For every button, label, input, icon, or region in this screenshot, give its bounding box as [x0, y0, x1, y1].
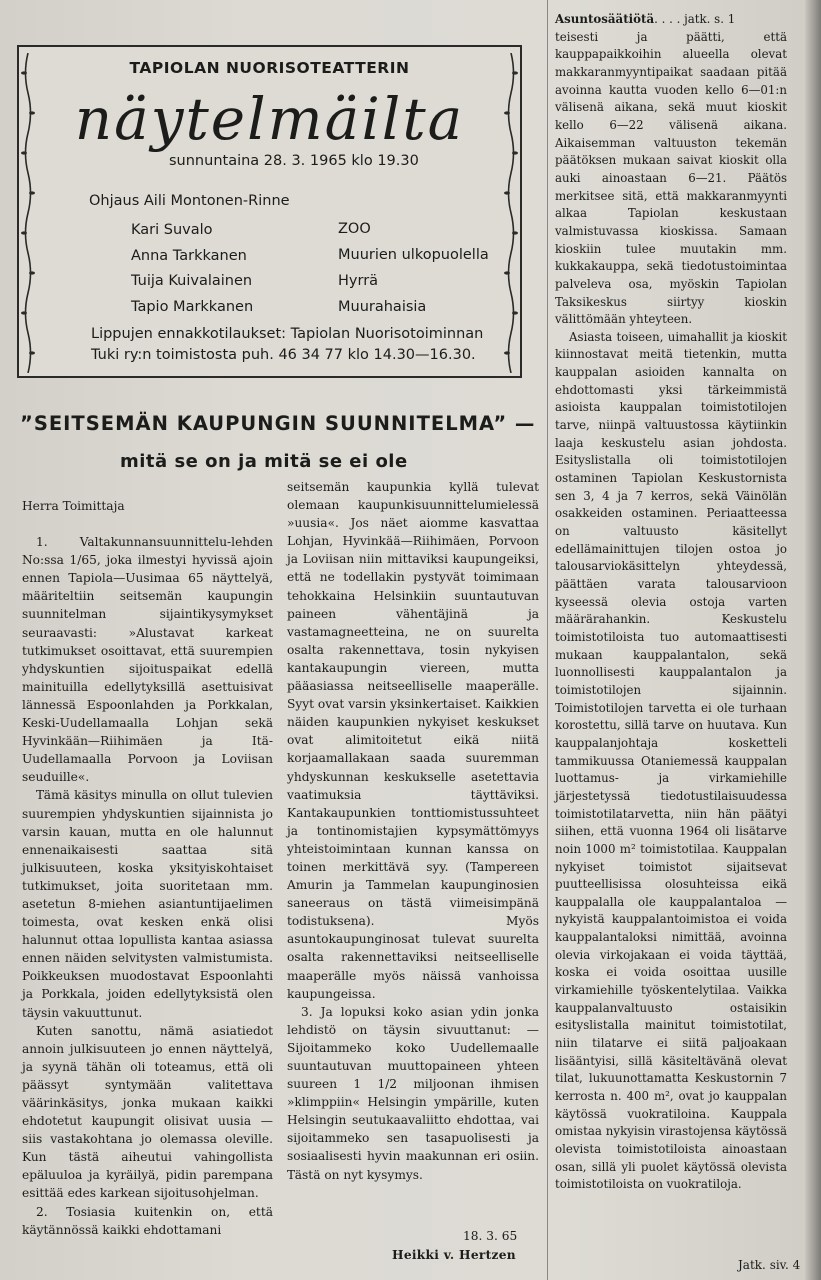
page-binding-edge — [805, 0, 821, 1280]
article-column-3 — [555, 11, 787, 1194]
column-divider — [547, 0, 548, 1280]
vine-border-right — [504, 53, 518, 373]
paragraph — [555, 11, 787, 29]
vine-border-left — [21, 53, 35, 373]
play-title: Muurien ulkopuolella — [338, 247, 489, 263]
paragraph: Tämä käsitys minulla on ollut tulevien suurempien yhdyskuntien sijainnista jo varsin kauan, mutta en ole halunnut ennenaikaisesti saattaa sitä julkisuuteen, koska yksityiskohtaiset tutkimukset, joita suoritetaan mm. asetetun 8-miehen asiantuntijaelimen toimesta, ovat kesken enkä olisi halunnut ottaa lopullista kantaa asiassa ennen näiden selvitysten valmistumista. Poikkeuksen muodostavat Espoonlahti ja Porkkala, joiden edellytyksistä olen täysin vakuuttunut. — [22, 788, 273, 1020]
ad-date: sunnuntaina 28. 3. 1965 klo 19.30 — [169, 153, 419, 169]
cast-member: Tuija Kuivalainen — [131, 273, 253, 289]
article-subheadline: mitä se on ja mitä se ei ole — [120, 451, 408, 472]
play-title: Hyrrä — [338, 273, 379, 289]
ad-ticket-info — [91, 324, 483, 366]
paragraph: 1. Valtakunnansuunnittelu-lehden No:ssa 1/65, joka ilmestyi hyvissä ajoin ennen Tapiola—Uusimaa 65 näyttelyä, määriteltiin seitsemän kaupungin suunnitelman sijaintikysymykset seuraavasti: »Alustavat karkeat tutkimukset osoittavat, että suurempien yhdyskuntien sijoituspaikat edellä mainituilla edellytyksillä asettuisivat lännessä Espoonlahden ja Porkkalan, Keski-Uudellamaalla Lohjan sekä Hyvinkään—Riihimäen ja Itä-Uudellamaalla Porvoon ja Loviisan seuduille«. — [22, 535, 273, 785]
greeting: Herra Toimittaja — [22, 499, 125, 513]
ticket-line: Lippujen ennakkotilaukset: Tapiolan Nuorisotoiminnan — [91, 326, 484, 342]
ad-cast-list — [131, 218, 253, 320]
signature-name: Heikki v. Hertzen — [392, 1248, 516, 1262]
cast-member: Kari Suvalo — [131, 222, 213, 238]
ticket-line: Tuki ry:n toimistosta puh. 46 34 77 klo 14.30—16.30. — [91, 347, 476, 363]
ad-play-word: näytelmäilta — [74, 85, 465, 153]
paragraph: teisesti ja päätti, että kauppapaikkoihin alueella olevat makkaranmyyntipaikat saadaan pitää avoinna kautta vuoden kello 6—01:n välisenä aikana, sekä muut kioskit kello 6—22 välisenä aikana. Aikaisemman valtuuston tekemän päätöksen mukaan saivat kioskit olla auki ainoastaan 6—21. Päätös merkitsee sitä, että makkaranmyynti alkaa Tapiolan keskustaan valmistuvassa kioskissa. Samaan kioskiin tulee muutakin mm. kukkakauppa, sekä tiedotustoimintaa palveleva osa, myöskin Tapiolan Taksikeskus siirtyy kioskin välittömään yhteyteen. — [555, 29, 787, 327]
paragraph: 3. Ja lopuksi koko asian ydin jonka lehdistö on täysin sivuuttanut: — Sijoitammeko koko Uudellemaalle suuntautuvan muuttopaineen yhteen suureen 1 1/2 miljoonan ihmisen »klimppiin« Helsingin ympärille, kuten Helsingin seutukaavaliitto ehdottaa, vai sijoitammeko sen tasapuolisesti ja sosiaalisesti hyvin maakunnan eri osiin. Tästä on nyt kysymys. — [287, 1004, 539, 1182]
paragraph: 2. Tosiasia kuitenkin on, että käytännössä kaikki ehdottamani — [22, 1204, 273, 1237]
continued-ref: . . . . jatk. s. 1 — [654, 12, 736, 26]
play-title: ZOO — [338, 221, 371, 237]
ad-play-list — [338, 216, 489, 320]
paragraph: Kuten sanottu, nämä asiatiedot annoin julkisuuteen jo ennen näyttelyä, ja syynä tähän oli toteamus, että oli päässyt syntymään valitettava väärinkäsitys, jonka mukaan kaikki ehdotetut kaupungit olisivat uusia — siis vastakohtana jo olemassa oleville. Kun tästä aiheutui vahingollista epäluuloa ja kyräilyä, pidin parempana esittää edes karkean sijoitusohjelman. — [22, 1023, 273, 1201]
ad-director: Ohjaus Aili Montonen-Rinne — [89, 193, 290, 209]
paragraph: seitsemän kaupunkia kyllä tulevat olemaan kaupunkisuunnittelumielessä »uusia«. Jos näet aiomme kasvattaa Lohjan, Hyvinkää—Riihimäen, Porvoon ja Loviisan niin mittaviksi kaupungeiksi, että ne todellakin pystyvät toimimaan tehokkaina Helsinkiin suuntautuvan paineen vähentäjinä ja vastamagneetteina, ne on suurelta osalta rakennettava, tosin nykyisen kantakaupungin viereen, mutta pääasiassa neitseelliselle maaperälle. Syyt ovat varsin yksinkertaiset. Kaikkien näiden kaupunkien nykyiset keskukset ovat alimitoitetut eikä niitä korjaamallakaan saada suuremman yhdyskunnan keskukselle asetettavia vaatimuksia täyttäviksi. Kantakaupunkien tonttiomistussuhteet ja tontinomistajien kypsymättömyys yhteistoimintaan kunnan kanssa on toinen merkittävä syy. (Tampereen Amurin ja Tammelan kaupunginosien saneeraus on tästä viimeisimpänä todistuksena). Myös asuntokaupunginosat tulevat suurelta osalta rakennettaviksi neitseelliselle maaperälle myös näissä vanhoissa kaupungeissa. — [287, 480, 539, 1001]
continued-note: Jatk. siv. 4 — [738, 1258, 801, 1272]
paragraph: Asiasta toiseen, uimahallit ja kioskit kiinnostavat meitä tietenkin, mutta kauppalan asioiden kannalta on ehdottomasti yksi tärkeimmistä asioista kauppalan toimistotilojen tarve, niinpä valtuustossa käytiinkin laaja keskustelu asian johdosta. Esityslistalla oli toimistotilojen ostaminen Tapiolan Keskustornista sen 3, 4 ja 7 kerros, sekä Väinölän osakkeiden ostaminen. Periaatteessa on valtuusto käsitellyt edellämainittujen tilojen ostoa jo talousarviokäsittelyn yhteydessä, päättäen varata talousarvioon kyseessä olevia ostoja varten määrärahankin. Keskustelu toimistotiloista tuo automaattisesti mukaan kauppalantalon, sekä luonnollisesti kauppalantalon ja toimistotilojen sijainnin. Toimistotilojen tarvetta ei ole turhaan korostettu, sillä tarve on huutava. Kun kauppalanjohtaja kosketteli tammikuussa Otaniemessä kauppalan luottamus- ja virkamiehille järjestetyssä tiedotustilaisuudessa toimistotilatarvetta, niin hän päätyi siihen, että vuonna 1964 oli lisätarve noin 1000 m² toimistotilaa. Kauppalan nykyiset toimistot sijaitsevat puutteellisissa olosuhteissa eikä kauppalalla ole kauppalantaloa — nykyistä kauppalantoimistoa ei voida kauppalantaloksi nimittää, avoinna olevia virkojakaan ei voida täyttää, koska ei voida osoittaa uusille virkamiehille työskentelytilaa. Vaikka kauppalanvaltuusto ostaisikin esityslistalla mainitut toimistotilat, niin tilatarve ei siitä paljoakaan lisääntyisi, sillä käsiteltävänä olevat tilat, lukuunottamatta Keskustornin 7 kerrosta n. 400 m², ovat jo kauppalan käytössä vuokratiloina. Kauppala omistaa nykyisin virastojensa käytössä olevista toimistotiloista ainoastaan osan, sillä yli puolet käytössä olevista toimistotiloista on vuokratiloja. — [555, 329, 787, 1192]
article-column-2 — [287, 478, 539, 1184]
article-column-1 — [22, 497, 273, 1239]
cast-member: Tapio Markkanen — [131, 298, 254, 315]
play-title: Muurahaisia — [338, 299, 427, 315]
ad-title: TAPIOLAN NUORISOTEATTERIN — [129, 59, 410, 77]
signature-date: 18. 3. 65 — [463, 1229, 518, 1243]
theatre-advertisement — [17, 45, 522, 378]
article-headline: ”SEITSEMÄN KAUPUNGIN SUUNNITELMA” — — [20, 412, 536, 435]
continued-lead: Asuntosäätiötä — [555, 12, 655, 26]
cast-member: Anna Tarkkanen — [131, 247, 247, 264]
